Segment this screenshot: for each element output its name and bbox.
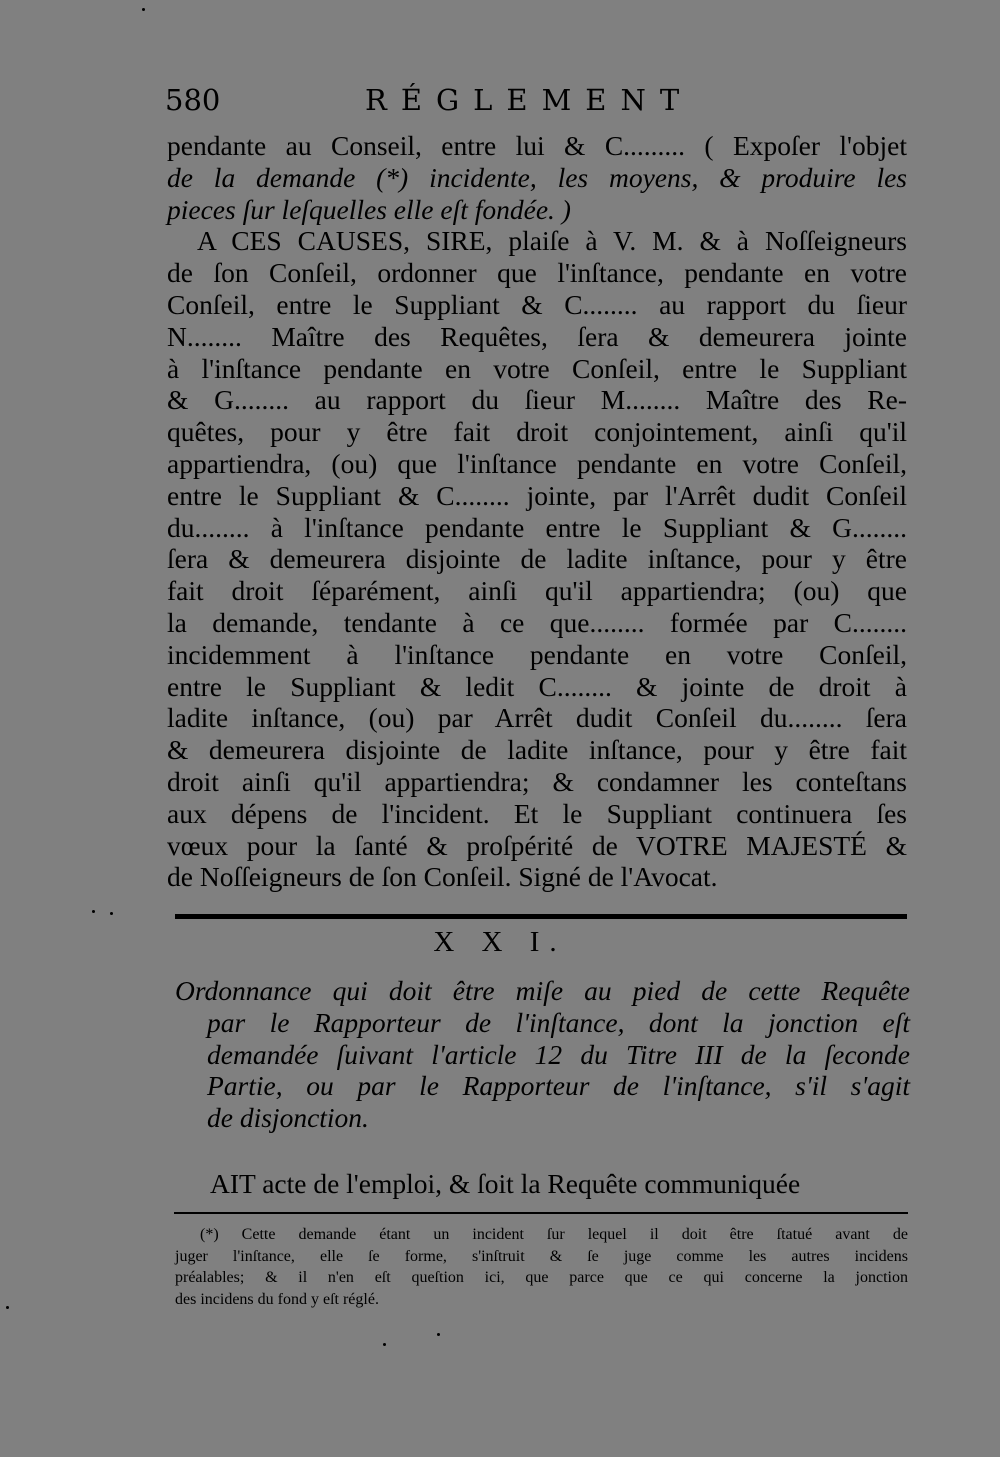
ordonnance-line: par le Rapporteur de l'inſtance, dont la jonction eſt — [207, 1006, 910, 1038]
section-heading: X X I. — [433, 926, 567, 958]
scan-speck — [110, 912, 113, 915]
body-line: A CES CAUSES, SIRE, plaiſe à V. M. & à Noſſeigneurs — [197, 225, 907, 257]
footnote-line: préalables; & il n'en eſt queſtion ici, que parce que ce qui concerne la jonction — [175, 1269, 908, 1286]
body-line: vœux pour la ſanté & proſpérité de VOTRE MAJESTÉ & — [167, 829, 907, 861]
body-line: fait droit ſéparément, ainſi qu'il appartiendra; (ou) que — [167, 575, 907, 607]
body-line: du........ à l'inſtance pendante entre le Suppliant & G........ — [167, 511, 907, 543]
body-line: Conſeil, entre le Suppliant & C........ au rapport du ſieur — [167, 288, 907, 320]
ordonnance-line: Partie, ou par le Rapporteur de l'inſtance, s'il s'agit — [207, 1070, 910, 1102]
footnote-divider — [174, 1212, 908, 1214]
ordonnance-title — [175, 975, 910, 1134]
ordonnance-line: Ordonnance qui doit être miſe au pied de cette Requête — [175, 975, 910, 1006]
body-line: pendante au Conseil, entre lui & C......... ( Expoſer l'objet — [167, 130, 907, 161]
body-line: la demande, tendante à ce que........ formée par C........ — [167, 606, 907, 638]
body-line: aux dépens de l'incident. Et le Suppliant continuera ſes — [167, 797, 907, 829]
body-line: de la demande (*) incidente, les moyens, & produire les — [167, 161, 907, 193]
body-line: & G........ au rapport du ſieur M........ Maître des Re- — [167, 384, 907, 416]
body-line: pieces ſur leſquelles elle eſt fondée. ) — [167, 193, 571, 225]
footnote-line: (*) Cette demande étant un incident ſur lequel il doit être ſtatué avant de — [200, 1226, 908, 1243]
body-line: ladite inſtance, (ou) par Arrêt dudit Conſeil du........ ſera — [167, 702, 907, 734]
body-line: de ſon Conſeil, ordonner que l'inſtance, pendante en votre — [167, 257, 907, 289]
body-line: appartiendra, (ou) que l'inſtance pendante en votre Conſeil, — [167, 447, 907, 479]
body-line: de Noſſeigneurs de ſon Conſeil. Signé de l'Avocat. — [167, 861, 718, 893]
body-line: & demeurera disjointe de ladite inſtance, pour y être fait — [167, 734, 907, 766]
body-line: entre le Suppliant & C........ jointe, par l'Arrêt dudit Conſeil — [167, 479, 907, 511]
body-line: à l'inſtance pendante en votre Conſeil, entre le Suppliant — [167, 352, 907, 384]
scan-speck — [92, 910, 95, 913]
body-line: quêtes, pour y être fait droit conjointement, ainſi qu'il — [167, 416, 907, 448]
body-line: entre le Suppliant & ledit C........ & jointe de droit à — [167, 670, 907, 702]
footnote-line: des incidens du fond y eſt réglé. — [175, 1290, 379, 1308]
running-title: RÉGLEMENT — [365, 83, 694, 117]
scan-speck — [142, 8, 145, 11]
footnote-line: juger l'inſtance, elle ſe forme, s'inſtruit & ſe juge comme les autres incidens — [175, 1247, 908, 1265]
body-line: incidemment à l'inſtance pendante en votre Conſeil, — [167, 638, 907, 670]
section-divider — [175, 914, 907, 919]
footnote — [175, 1224, 908, 1310]
ordonnance-line: de disjonction. — [207, 1102, 369, 1134]
page-number: 580 — [165, 83, 221, 117]
scan-speck — [437, 1333, 440, 1336]
body-line: droit ainſi qu'il appartiendra; & condamner les conteſtans — [167, 765, 907, 797]
body-line: N........ Maître des Requêtes, ſera & demeurera jointe — [167, 320, 907, 352]
scan-speck — [383, 1343, 386, 1346]
ordonnance-line: demandée ſuivant l'article 12 du Titre III de la ſeconde — [207, 1038, 910, 1070]
scan-speck — [6, 1306, 9, 1309]
body-line: ſera & demeurera disjointe de ladite inſtance, pour y être — [167, 543, 907, 575]
ordonnance-text: AIT acte de l'emploi, & ſoit la Requête communiquée — [210, 1168, 801, 1199]
body-text — [167, 130, 907, 893]
